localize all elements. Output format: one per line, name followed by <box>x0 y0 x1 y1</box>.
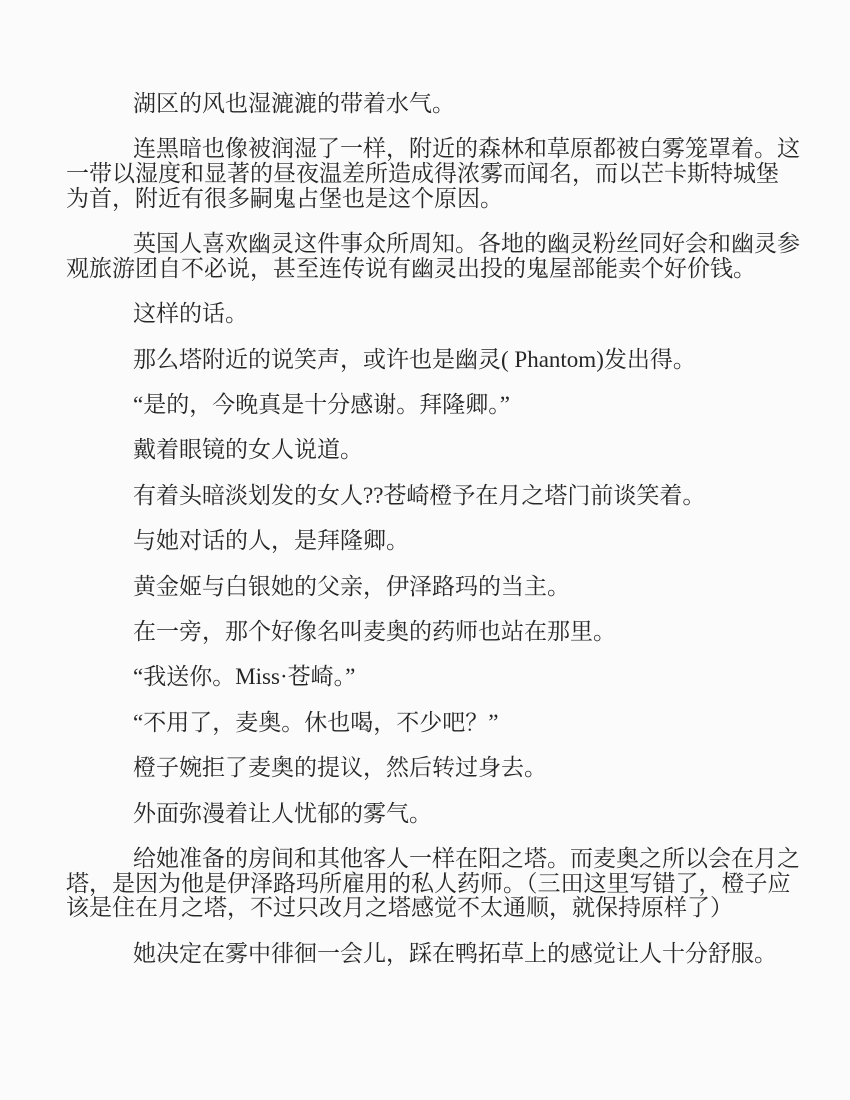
paragraph: 那么塔附近的说笑声，或许也是幽灵( Phantom)发出得。 <box>133 346 696 372</box>
paragraph: 湖区的风也湿漉漉的带着水气。 <box>133 91 455 116</box>
paragraph: “是的，今晚真是十分感谢。拜隆卿。” <box>133 392 510 418</box>
paragraph: 黄金姬与白银她的父亲，伊泽路玛的当主。 <box>133 573 570 599</box>
paragraph: “我送你。Miss·苍崎。” <box>133 664 356 690</box>
paragraph: 连黑暗也像被润湿了一样，附近的森林和草原都被白雾笼罩着。这一带以湿度和显著的昼夜温差所造成得浓雾而闻名，而以芒卡斯特城堡为首，附近有很多嗣鬼占堡也是这个原因。 <box>66 136 800 211</box>
paragraph: 橙子婉拒了麦奥的提议，然后转过身去。 <box>133 755 547 781</box>
paragraph: 英国人喜欢幽灵这件事众所周知。各地的幽灵粉丝同好会和幽灵参观旅游团自不必说，甚至连传说有幽灵出投的鬼屋部能卖个好价钱。 <box>66 231 800 281</box>
paragraph: 这样的话。 <box>133 301 248 327</box>
document-body <box>66 92 801 966</box>
paragraph: 戴着眼镜的女人说道。 <box>133 437 363 463</box>
paragraph: “不用了，麦奥。休也喝，不少吧？” <box>133 709 499 735</box>
paragraph: 在一旁，那个好像名叫麦奥的药师也站在那里。 <box>133 619 616 645</box>
paragraph: 有着头暗淡划发的女人??苍崎橙予在月之塔门前谈笑着。 <box>133 482 706 508</box>
paragraph: 与她对话的人，是拜隆卿。 <box>133 528 409 554</box>
paragraph: 她决定在雾中徘徊一会儿，踩在鸭拓草上的感觉让人十分舒服。 <box>133 940 777 966</box>
paragraph: 给她准备的房间和其他客人一样在阳之塔。而麦奥之所以会在月之塔，是因为他是伊泽路玛所雇用的私人药师。（三田这里写错了，橙子应该是住在月之塔，不过只改月之塔感觉不太通顺，就保持原样了） <box>66 845 800 921</box>
paragraph: 外面弥漫着让人忧郁的雾气。 <box>133 800 432 826</box>
